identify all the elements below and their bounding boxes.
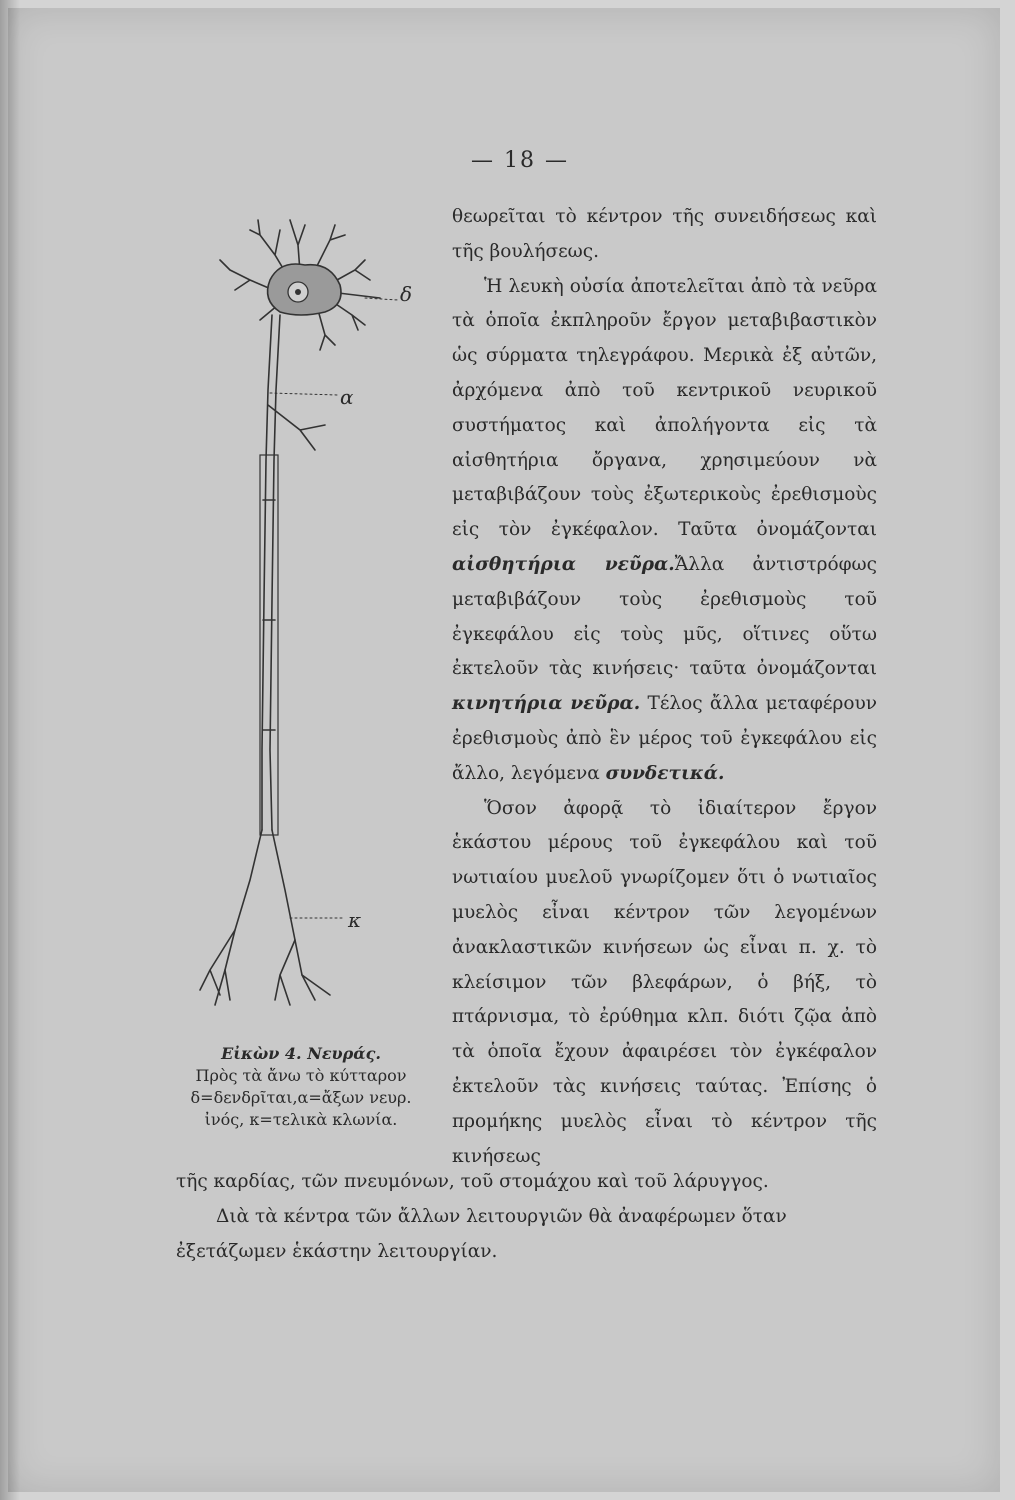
label-dendrites: δ [400,282,413,306]
paragraph-2-part-c: Τέλος ἄλλα μεταφέρουν ἐρεθισμοὺς ἀπὸ ἓν μέρος τοῦ ἐγκεφάλου εἰς ἄλλο, λεγόμενα [452,693,877,784]
paragraph-3-end: τῆς καρδίας, τῶν πνευμόνων, τοῦ στομάχου καὶ τοῦ λάρυγγος. [176,1171,769,1192]
paragraph-2 [452,270,877,792]
paragraph-3: Ὅσον ἀφορᾷ τὸ ἰδιαίτερον ἔργον ἑκάστου μέρους τοῦ ἐγκεφάλου καὶ τοῦ νωτιαίου μυελοῦ γνωρίζομεν ὅτι ὁ νωτιαῖος μυελὸς εἶναι κέντρον τῶν λεγομένων ἀνακλαστικῶν κινήσεων ὡς εἶναι π. χ. τὸ κλείσιμον τῶν βλεφάρων, ὁ βήξ, τὸ πτάρνισμα, τὸ ἐρύθημα κλπ. διότι ζῷα ἀπὸ τὰ ὁποῖα ἔχουν ἀφαιρέσει τὸν ἐγκέφαλον ἐκτελοῦν τὰς κινήσεις ταύτας. Ἐπίσης ὁ προμήκης μυελὸς εἶναι τὸ κέντρον τῆς κινήσεως [452,797,877,1167]
label-axon: α [340,385,354,409]
label-terminals: κ [348,908,362,932]
term-sensory-nerves: αἰσθητήρια νεῦρα. [452,553,675,575]
caption-line-1: Πρὸς τὰ ἄνω τὸ κύτταρον [195,1066,407,1085]
paragraph-4: Διὰ τὰ κέντρα τῶν ἄλλων λειτουργιῶν θὰ ἀναφέρωμεν ὅταν ἐξετάζωμεν ἑκάστην λειτουργίαν. [176,1205,787,1262]
figure-caption [170,1043,432,1131]
paragraph-1: θεωρεῖται τὸ κέντρον τῆς συνειδήσεως καὶ τῆς βουλήσεως. [452,206,877,262]
term-motor-nerves: κινητήρια νεῦρα. [452,693,641,715]
caption-line-3: ἰνός, κ=τελικὰ κλωνία. [204,1110,398,1129]
page-edge-shadow [0,0,20,1500]
paragraph-2-part-a: Ἡ λευκὴ οὐσία ἀποτελεῖται ἀπὸ τὰ νεῦρα τὰ ὁποῖα ἐκπληροῦν ἔργον μεταβιβαστικὸν ὡς σύρματα τηλεγράφου. Μερικὰ ἐξ αὐτῶν, ἀρχόμενα ἀπὸ τοῦ κεντρικοῦ νευρικοῦ συστήματος καὶ ἀπολήγοντα εἰς τὰ αἰσθητήρια ὄργανα, χρησιμεύουν νὰ μεταβιβάζουν τοὺς ἐξωτερικοὺς ἐρεθισμοὺς εἰς τὸν ἐγκέφαλον. Ταῦτα ὀνομάζονται [452,275,877,541]
paragraph-2-part-b: Ἄλλα ἀντιστρόφως μεταβιβάζουν τοὺς ἐρεθισμοὺς τοῦ ἐγκεφάλου εἰς τοὺς μῦς, οἵτινες οὕτω ἐκτελοῦν τὰς κινήσεις· ταῦτα ὀνομάζονται [452,553,877,680]
caption-title: Εἰκὼν 4. Νευράς. [221,1044,381,1063]
page-number: — 18 — [471,148,569,173]
neuron-figure [180,200,430,1040]
term-associative-nerves: συνδετικά. [605,762,725,784]
neuron-illustration [180,200,430,1040]
caption-line-2: δ=δενδρῖται,α=ἄξων νευρ. [190,1088,412,1107]
main-text-column [452,200,877,1174]
full-width-text [176,1165,876,1269]
